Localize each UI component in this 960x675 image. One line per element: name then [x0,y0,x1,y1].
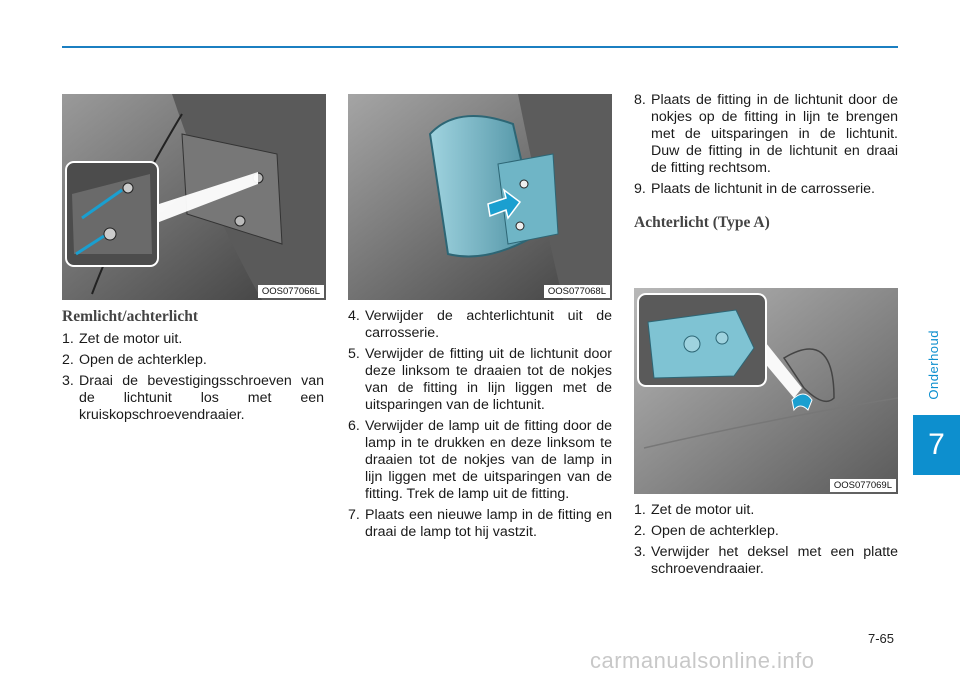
figure-code: OOS077068L [544,285,610,298]
watermark: carmanualsonline.info [590,648,815,673]
list-item: 4. Verwijder de achterlichtunit uit de carrosserie. [348,308,612,341]
top-rule [62,46,898,48]
figure-illustration [634,288,898,494]
figure-code: OOS077066L [258,285,324,298]
list-item: 6. Verwijder de lamp uit de fitting door de lamp in te drukken en deze linksom te draaien tot de nokjes van de lamp in lijn liggen met de uitsparingen van de fitting. Trek de lamp uit de fitting. [348,418,612,502]
list-item: 3. Draai de bevestigingsschroeven van de lichtunit los met een kruiskopschroevendraaier. [62,373,324,423]
list-item: 9. Plaats de lichtunit in de carrosserie. [634,181,875,197]
list-item: 2. Open de achterklep. [62,352,207,368]
figure-remove-cover [634,288,898,494]
page-number: 7-65 [868,631,895,646]
column-1 [62,308,324,428]
list-item: 2. Open de achterklep. [634,523,779,539]
section-heading: Achterlicht (Type A) [634,214,770,231]
figure-code: OOS077069L [830,479,896,492]
figure-remove-light-unit [348,94,612,300]
chapter-tab: 7 [913,415,960,475]
list-item: 1. Zet de motor uit. [62,331,183,347]
figure-illustration [62,94,326,300]
list-item: 7. Plaats een nieuwe lamp in de fitting en draai de lamp tot hij vastzit. [348,507,612,540]
step-list [634,502,898,578]
list-item: 5. Verwijder de fitting uit de lichtunit door deze linksom te draaien tot de nokjes van de fitting in lijn liggen met de uitsparingen van de lichtunit. [348,346,612,413]
step-list [348,308,612,541]
step-list [634,92,898,198]
figure-rear-light-screws [62,94,326,300]
column-3-top [634,92,898,237]
column-3-bottom [634,502,898,582]
section-label: Onderhoud [926,330,941,400]
figure-illustration [348,94,612,300]
section-heading: Remlicht/achterlicht [62,308,199,325]
column-2 [348,308,612,545]
list-item: 8. Plaats de fitting in de lichtunit door de nokjes op de fitting in lijn te brengen met de uitsparingen in de lichtunit. Duw de fitting in de lichtunit en draai de fitting rechtsom. [634,92,898,176]
list-item: 1. Zet de motor uit. [634,502,755,518]
list-item: 3. Verwijder het deksel met een platte schroevendraaier. [634,544,898,577]
step-list [62,331,324,424]
